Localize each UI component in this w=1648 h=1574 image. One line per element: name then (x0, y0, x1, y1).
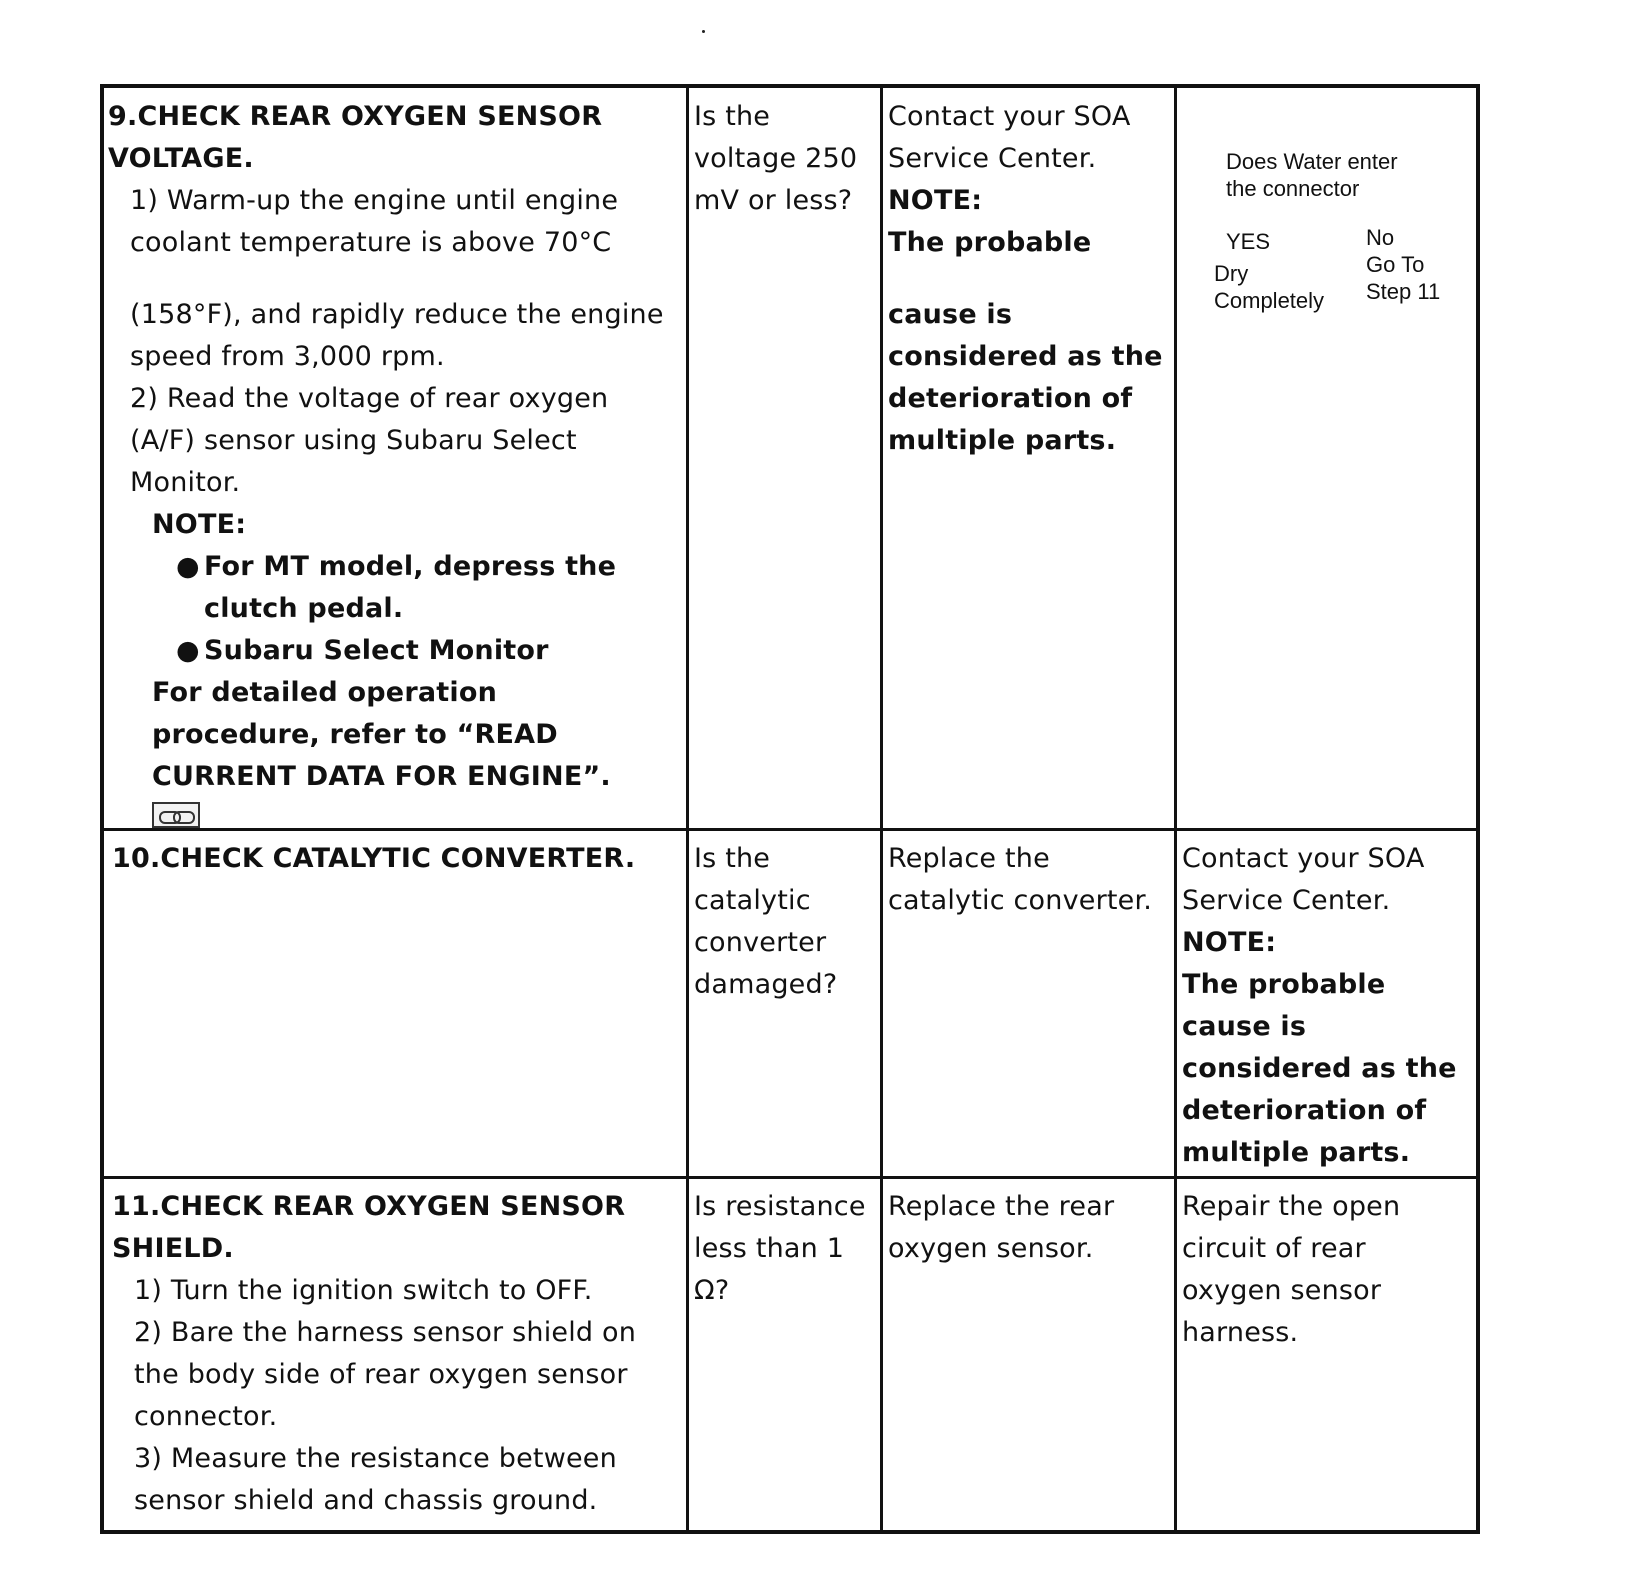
step-11-title: 11.CHECK REAR OXYGEN SENSOR (112, 1191, 626, 1222)
step-10-title: 10.CHECK CATALYTIC CONVERTER. (112, 843, 636, 874)
instruction-line: 2) Read the voltage of rear oxygen (130, 383, 609, 414)
step-9-yes: Contact your SOA Service Center. NOTE: The probable cause is considered as the deterioration of multiple parts. (888, 96, 1174, 462)
step-11-no: Repair the open circuit of rear oxygen sensor harness. (1182, 1191, 1401, 1348)
instruction-line: 2) Bare the harness sensor shield on (134, 1317, 637, 1348)
step-9-cell (108, 96, 680, 841)
step-10-no: Contact your SOA Service Center. NOTE: The probable cause is considered as the deterioration of multiple parts. (1182, 838, 1478, 1174)
row-divider (104, 1176, 1476, 1179)
step-10-check: Is the catalytic converter damaged? (694, 843, 838, 1000)
diagram-yes-action: Dry Completely (1214, 261, 1325, 313)
note-detail: For detailed operation (152, 677, 497, 708)
note-bullet: ● Subaru Select Monitor (108, 630, 680, 672)
diagram-question: Does Water enter the connector (1226, 149, 1398, 201)
step-11-yes: Replace the rear oxygen sensor. (888, 1191, 1115, 1264)
link-icon[interactable] (152, 802, 200, 828)
instruction-line: 1) Turn the ignition switch to OFF. (134, 1275, 593, 1306)
note-detail: procedure, refer to “READ (152, 719, 558, 750)
instruction-line: (158°F), and rapidly reduce the engine (130, 299, 664, 330)
instruction-line: 1) Warm-up the engine until engine (130, 185, 619, 216)
note-label: NOTE: (1182, 927, 1277, 958)
instruction-line: (A/F) sensor using Subaru Select (130, 425, 577, 456)
instruction-line: coolant temperature is above 70°C (130, 227, 612, 258)
step-9-check: Is the voltage 250 mV or less? (694, 101, 858, 216)
diagnostic-table (100, 84, 1480, 1534)
step-9-no-diagram (1182, 148, 1472, 348)
step-11-check: Is resistance less than 1 Ω? (694, 1191, 866, 1306)
instruction-line: connector. (134, 1401, 278, 1432)
step-9-title-cont: VOLTAGE. (108, 143, 254, 174)
note-detail: CURRENT DATA FOR ENGINE”. (152, 761, 611, 792)
step-10-yes: Replace the catalytic converter. (888, 843, 1153, 916)
note-bullet: ● For MT model, depress the clutch pedal. (108, 546, 680, 630)
stray-dot (702, 30, 705, 33)
step-9-title: 9.CHECK REAR OXYGEN SENSOR (108, 101, 603, 132)
column-divider (880, 88, 883, 1530)
column-divider (686, 88, 689, 1530)
instruction-line: Monitor. (130, 467, 241, 498)
instruction-line: the body side of rear oxygen sensor (134, 1359, 628, 1390)
diagram-no-label: No (1366, 225, 1395, 250)
bullet-icon: ● (176, 551, 200, 582)
step-11-title-cont: SHIELD. (112, 1233, 234, 1264)
instruction-line: speed from 3,000 rpm. (130, 341, 445, 372)
diagram-no-action: Go To Step 11 (1366, 252, 1441, 304)
column-divider (1174, 88, 1177, 1530)
note-label: NOTE: (888, 185, 983, 216)
instruction-line: 3) Measure the resistance between (134, 1443, 617, 1474)
step-11-cell (112, 1186, 684, 1522)
bullet-icon: ● (176, 635, 200, 666)
diagram-yes-label: YES (1226, 229, 1271, 254)
note-label: NOTE: (152, 509, 247, 540)
step-10-cell (112, 838, 684, 880)
instruction-line: sensor shield and chassis ground. (134, 1485, 598, 1516)
